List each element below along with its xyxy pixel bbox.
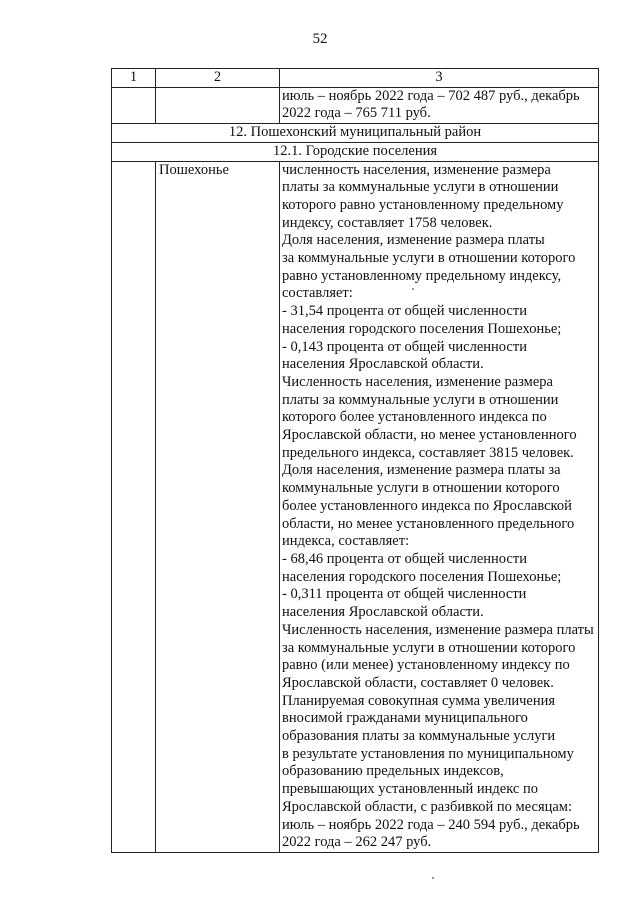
continuation-row	[112, 87, 599, 123]
district-heading-row	[112, 124, 599, 143]
continuation-col-2	[156, 87, 280, 123]
district-heading: 12. Пошехонский муниципальный район	[112, 124, 599, 143]
document-table	[111, 68, 599, 853]
scan-speck	[432, 877, 434, 879]
table-header-row	[112, 69, 599, 88]
settlement-row	[112, 161, 599, 852]
header-col-3: 3	[280, 69, 599, 88]
continuation-col-1	[112, 87, 156, 123]
header-col-2: 2	[156, 69, 280, 88]
settlement-col-1	[112, 161, 156, 852]
header-col-1: 1	[112, 69, 156, 88]
subsection-heading: 12.1. Городские поселения	[112, 142, 599, 161]
settlement-name: Пошехонье	[156, 161, 280, 852]
page-number: 52	[312, 31, 328, 47]
settlement-text: численность населения, изменение размера платы за коммунальные услуги в отношении которого равно установленному предельному индексу, составляет 1758 человек. Доля населения, изменение размера платы за коммунальные услуги в отношении которого равно установленному предельному индексу, составляет: - 31,54 процента от общей численности населения городского поселения Пошехонье; - 0,143 процента от общей численности населения Ярославской области. Численность населения, изменение размера платы за коммунальные услуги в отношении которого более установленного индекса по Ярославской области, но менее установленного предельного индекса, составляет 3815 человек. Доля населения, изменение размера платы за коммунальные услуги в отношении которого более установленного индекса по Ярославской области, но менее установленного предельного индекса, составляет: - 68,46 процента от общей численности населения городского поселения Пошехонье; - 0,311 процента от общей численности населения Ярославской области. Численность населения, изменение размера платы за коммунальные услуги в отношении которого равно (или менее) установленному индексу по Ярославской области, составляет 0 человек. Планируемая совокупная сумма увеличения вносимой гражданами муниципального образования платы за коммунальные услуги в результате установления по муниципальному образованию предельных индексов, превышающих установленный индекс по Ярославской области, с разбивкой по месяцам: июль – ноябрь 2022 года – 240 594 руб., декабрь 2022 года – 262 247 руб.	[280, 161, 599, 852]
continuation-text: июль – ноябрь 2022 года – 702 487 руб., декабрь 2022 года – 765 711 руб.	[280, 87, 599, 123]
subsection-heading-row	[112, 142, 599, 161]
scan-speck	[412, 288, 414, 290]
